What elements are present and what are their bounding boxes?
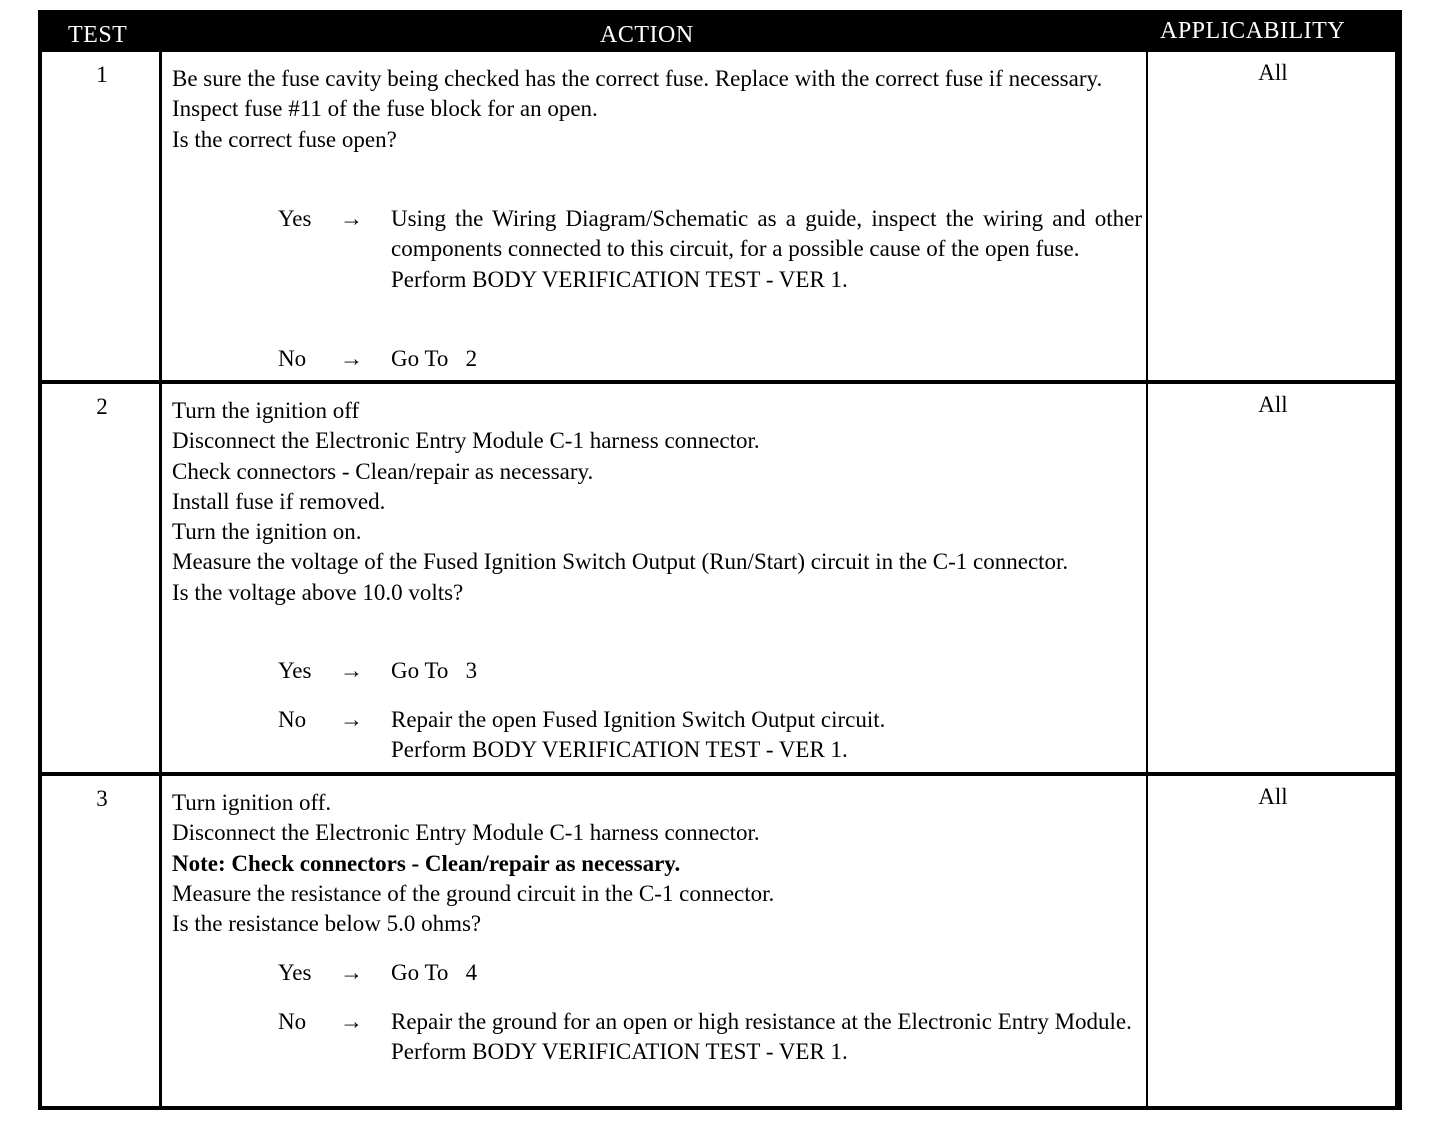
action-line: Disconnect the Electronic Entry Module C-1 harness connector.: [172, 428, 760, 454]
action-line: Turn ignition off.: [172, 790, 332, 815]
answer-line: Perform BODY VERIFICATION TEST - VER 1.: [391, 266, 848, 292]
answer-line: Repair the open Fused Ignition Switch Output circuit.: [391, 707, 886, 732]
answer-line: Using the Wiring Diagram/Schematic as a guide, inspect the wiring and other components connected to this circuit, for a possible cause of the open fuse.: [391, 206, 1142, 262]
answer-line: Go To 3: [391, 658, 478, 683]
right-arrow-icon: →: [340, 707, 363, 732]
header-applicability: APPLICABILITY: [1160, 18, 1346, 44]
table-row: [42, 776, 1395, 1110]
answer-line: Perform BODY VERIFICATION TEST - VER 1.: [391, 737, 848, 763]
action-line: Measure the resistance of the ground circuit in the C-1 connector.: [172, 880, 775, 906]
yes-label: Yes: [278, 658, 312, 683]
no-answer: [278, 705, 1142, 766]
answer-line: Repair the ground for an open or high resistance at the Electronic Entry Module.: [391, 1009, 1132, 1034]
action-line: Turn the ignition on.: [172, 519, 362, 545]
action-line: Be sure the fuse cavity being checked has the correct fuse. Replace with the correct fuse if necessary.: [172, 66, 1103, 91]
action-line: Is the resistance below 5.0 ohms?: [172, 911, 482, 937]
applicability-value: All: [1258, 392, 1288, 417]
yes-label: Yes: [278, 206, 312, 231]
right-arrow-icon: →: [340, 1009, 363, 1034]
action-line: Is the voltage above 10.0 volts?: [172, 579, 464, 605]
yes-answer: [278, 656, 1142, 686]
no-label: No: [278, 707, 307, 732]
right-arrow-icon: →: [340, 960, 363, 985]
no-answer: [278, 1007, 1142, 1068]
yes-answer: [278, 958, 1142, 988]
no-answer: [278, 344, 1142, 374]
right-arrow-icon: →: [340, 206, 363, 231]
applicability-value: All: [1258, 784, 1288, 809]
table-row: [42, 52, 1395, 382]
header-test: TEST: [68, 22, 128, 48]
action-line: Install fuse if removed.: [172, 488, 386, 514]
test-number: 1: [96, 62, 108, 87]
diagnostic-table: [38, 10, 1402, 1110]
note-line: Note: Check connectors - Clean/repair as necessary.: [172, 850, 681, 876]
action-line: Measure the voltage of the Fused Ignition Switch Output (Run/Start) circuit in the C-1 connector.: [172, 549, 1069, 575]
yes-label: Yes: [278, 960, 312, 985]
action-line: Turn the ignition off: [172, 398, 360, 423]
action-line: Is the correct fuse open?: [172, 126, 397, 152]
no-label: No: [278, 346, 307, 371]
right-arrow-icon: →: [340, 658, 363, 683]
right-arrow-icon: →: [340, 346, 363, 371]
yes-answer: [278, 204, 1142, 295]
table-header: [42, 14, 1395, 52]
table-row: [42, 384, 1395, 772]
answer-line: Perform BODY VERIFICATION TEST - VER 1.: [391, 1039, 848, 1065]
answer-line: Go To 4: [391, 960, 478, 985]
action-line: Check connectors - Clean/repair as necessary.: [172, 458, 594, 484]
header-action: ACTION: [600, 22, 694, 48]
action-text: [172, 64, 1140, 155]
action-line: Disconnect the Electronic Entry Module C-1 harness connector.: [172, 820, 760, 846]
test-number: 3: [96, 786, 108, 811]
no-label: No: [278, 1009, 307, 1034]
applicability-value: All: [1258, 60, 1288, 85]
action-text: [172, 396, 1140, 608]
action-text: [172, 788, 1140, 939]
action-line: Inspect fuse #11 of the fuse block for an open.: [172, 96, 598, 122]
answer-line: Go To 2: [391, 346, 478, 371]
test-number: 2: [96, 394, 108, 419]
